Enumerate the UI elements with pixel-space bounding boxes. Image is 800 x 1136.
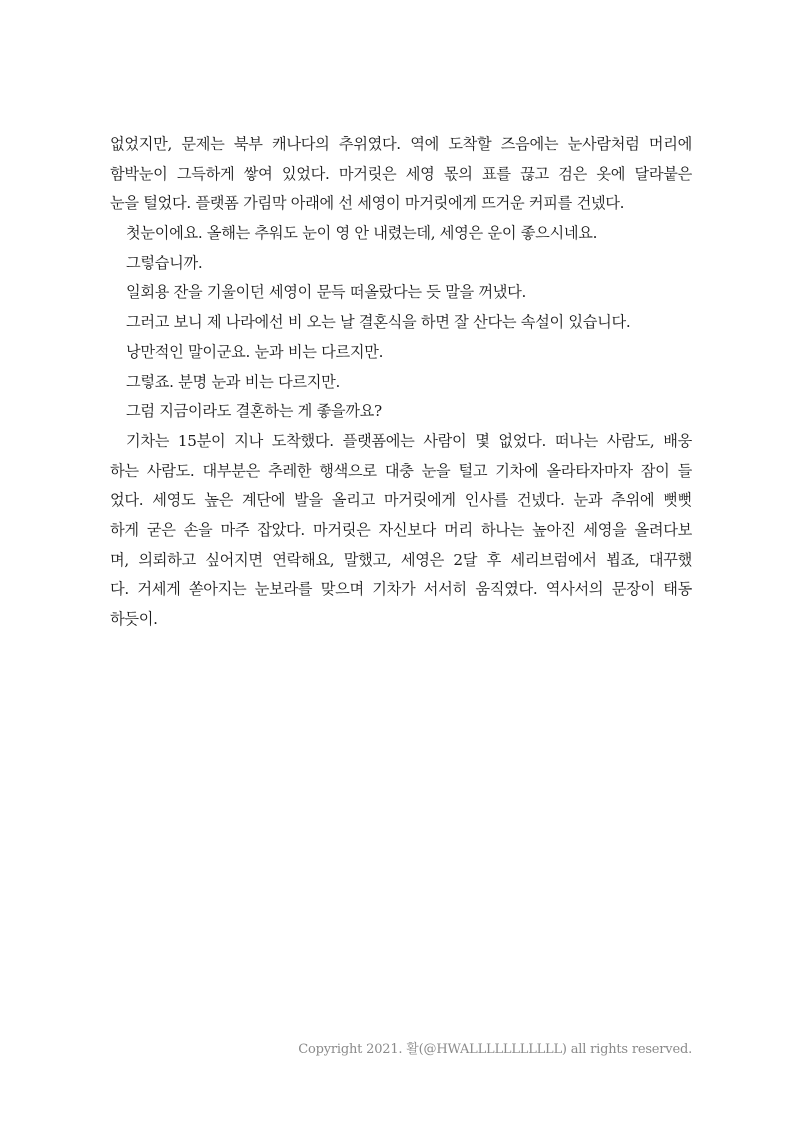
text-line: 다. 거세게 쏟아지는 눈보라를 맞으며 기차가 서서히 움직였다. 역사서의 문장이 태동 <box>110 580 692 599</box>
dialogue-line: 첫눈이에요. 올해는 추워도 눈이 영 안 내렸는데, 세영은 운이 좋으시네요. <box>126 224 598 243</box>
dialogue-line: 낭만적인 말이군요. 눈과 비는 다르지만. <box>126 342 384 361</box>
text-line: 기차는 15분이 지나 도착했다. 플랫폼에는 사람이 몇 없었다. 떠나는 사람도, 배웅 <box>126 431 692 450</box>
dialogue-line: 그러고 보니 제 나라에선 비 오는 날 결혼식을 하면 잘 산다는 속설이 있습니다. <box>126 313 631 332</box>
text-line: 하듯이. <box>110 610 158 628</box>
text-line: 하는 사람도. 대부분은 추레한 행색으로 대충 눈을 털고 기차에 올라타자마자 잠이 들 <box>110 461 692 480</box>
text-line: 었다. 세영도 높은 계단에 발을 올리고 마거릿에게 인사를 건넸다. 눈과 추위에 뻣뻣 <box>110 491 692 510</box>
dialogue-line: 그럼 지금이라도 결혼하는 게 좋을까요? <box>126 402 382 421</box>
copyright-notice: Copyright 2021. 활(@HWALLLLLLLLLLL) all rights reserved. <box>298 1042 692 1057</box>
text-line: 하게 굳은 손을 마주 잡았다. 마거릿은 자신보다 머리 하나는 높아진 세영을 올려다보 <box>110 520 692 539</box>
story-text <box>110 130 692 635</box>
text-line: 함박눈이 그득하게 쌓여 있었다. 마거릿은 세영 몫의 표를 끊고 검은 옷에 달라붙은 <box>110 164 692 183</box>
dialogue-line: 그렇습니까. <box>126 253 203 272</box>
dialogue-line: 그렇죠. 분명 눈과 비는 다르지만. <box>126 372 340 391</box>
text-line: 며, 의뢰하고 싶어지면 연락해요, 말했고, 세영은 2달 후 세리브럼에서 뵙죠, 대꾸했 <box>110 550 692 569</box>
text-line: 눈을 털었다. 플랫폼 가림막 아래에 선 세영이 마거릿에게 뜨거운 커피를 건넸다. <box>110 194 625 213</box>
text-line: 일회용 잔을 기울이던 세영이 문득 떠올랐다는 듯 말을 꺼냈다. <box>126 283 527 302</box>
text-line: 없었지만, 문제는 북부 캐나다의 추위였다. 역에 도착할 즈음에는 눈사람처럼 머리에 <box>110 135 692 153</box>
